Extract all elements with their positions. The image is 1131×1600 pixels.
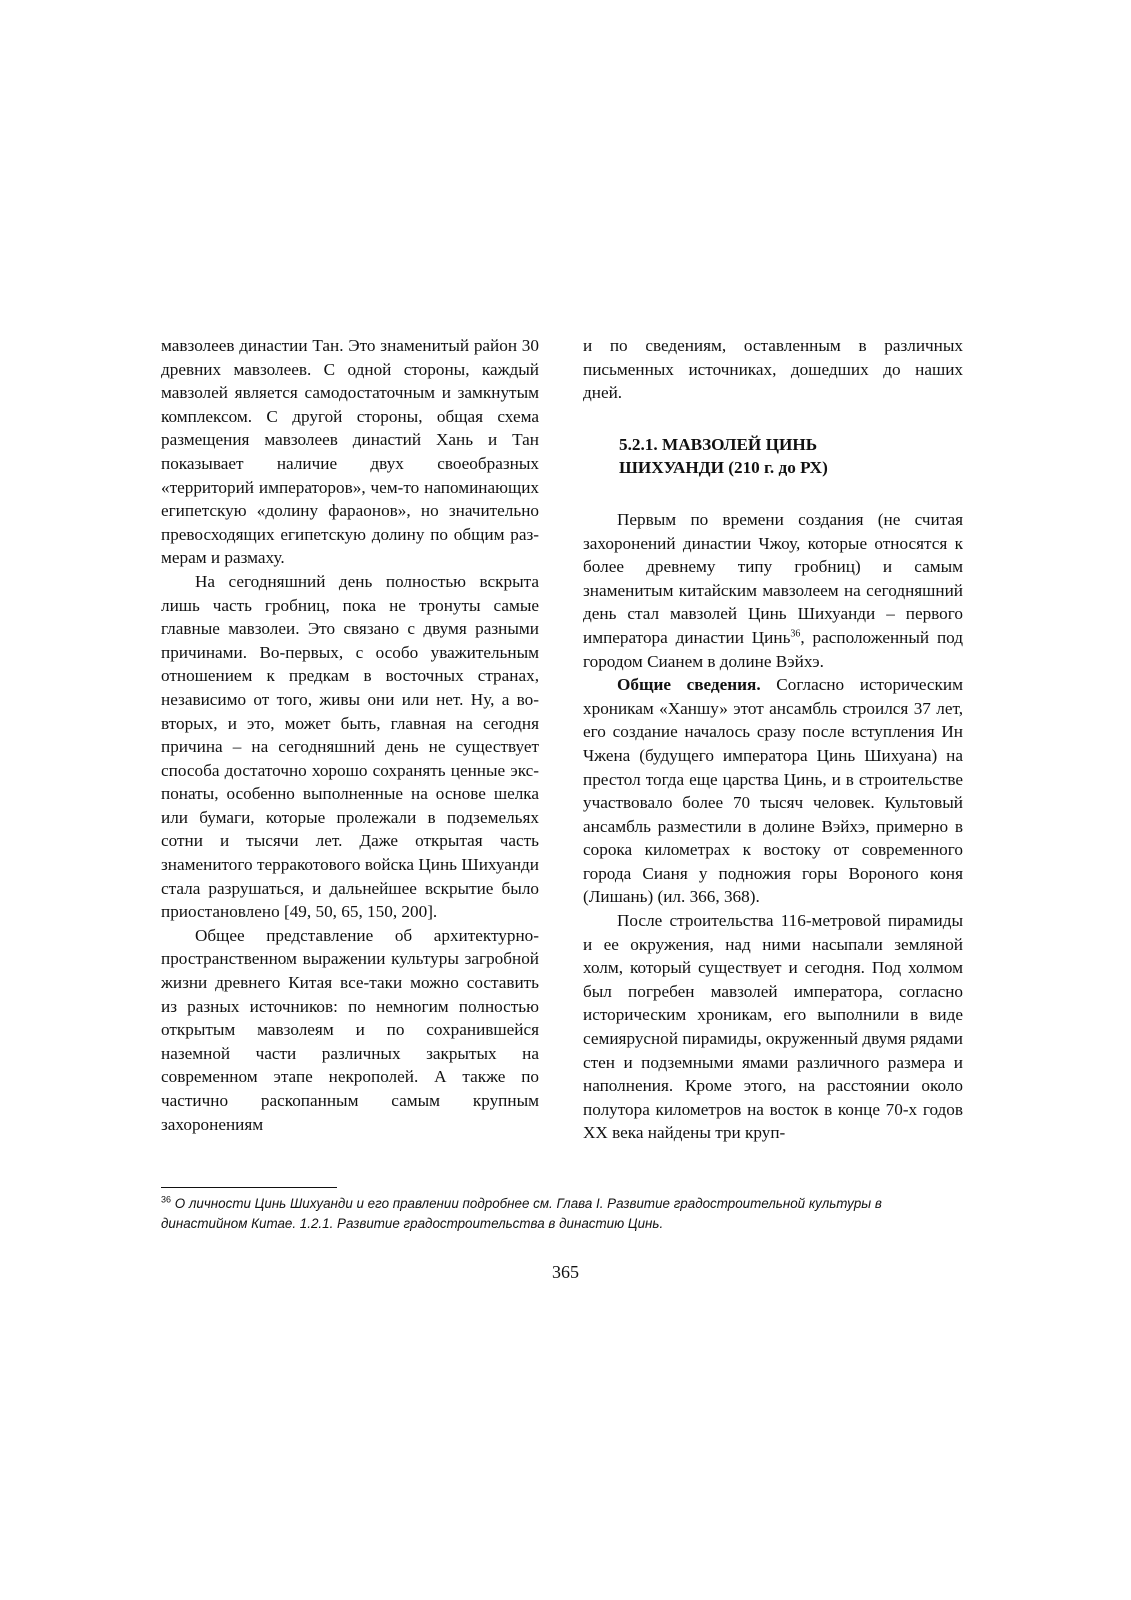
section-heading — [619, 433, 963, 480]
footnote-marker: 36 — [161, 1194, 172, 1205]
paragraph — [583, 673, 963, 909]
paragraph: Общее представление об архитектурно-пространственном выражении культуры загробной жизни древнего Китая все-таки можно составить из разных источников: по немногим полностью открытым мавзолеям и по сохранившейся наземной части различных закрытых на современном этапе некрополей. А также по частично раскопанным самым крупным захоронениям — [161, 925, 539, 1134]
footnote-reference[interactable]: 36 — [790, 628, 801, 640]
paragraph-lead: Общие сведения. — [617, 675, 761, 695]
paragraph — [583, 508, 963, 673]
page-number: 365 — [552, 1262, 579, 1282]
paragraph-text: , расположенный под городом Сианем в долине Вэйхэ. — [583, 627, 963, 671]
paragraph: мавзолеев династии Тан. Это знаменитый район 30 древних мавзолеев. С одной стороны, каждый мавзолей является самодостаточным и замкнутым комплексом. С другой стороны, общая схема размещения мавзолеев династий Хань и Тан показывает наличие двух своеобразных «территорий императоров», чем-то напоминающих египетскую «долину фараонов», но значительно превосходящих египетскую долину по общим размерам и размаху. — [161, 336, 539, 568]
paragraph: На сегодняшний день полностью вскрыта лишь часть гробниц, пока не тронуты самые главные мавзолеи. Это связано с двумя разными причинами. Во-первых, с особо уважительным отношением к предкам в восточных странах, независимо от того, живы они или нет. Ну, а во-вторых, и это, может быть, главная на сегодня причина – на сегодняшний день не существует способа достаточно хорошо сохранять ценные экспонаты, особенно выполненные на основе шелка или бумаги, которые пролежали в подземельях сотни и тысячи лет. Даже открытая часть знаменитого терракотового войска Цинь Шихуанди стала разрушаться, и дальнейшее вскрытие было приостановлено [49, 50, 65, 150, 200]. — [161, 571, 539, 922]
right-column — [583, 334, 963, 1145]
paragraph-text: Первым по времени создания (не считая захоронений династии Чжоу, которые относятся к более древнему типу гробниц) и самым знаменитым китайским мавзолеем на сегодняшний день стал мавзолей Цинь Шихуанди – первого императора династии Цинь — [583, 509, 963, 647]
paragraph-text: Согласно историческим хроникам «Ханшу» этот ансамбль строился 37 лет, его создание началось сразу после вступления Ин Чжена (будущего императора Цинь Шихуана) на престол тогда еще царства Цинь, и в строительстве участвовало более 70 тысяч человек. Культовый ансамбль разместили в долине Вэйхэ, примерно в сорока километрах к востоку от современного города Сианя у подножия горы Вороного коня (Лишань) (ил. 366, 368). — [583, 675, 963, 907]
paragraph: После строительства 116-метровой пирамиды и ее окружения, над ними насыпали земляной холм, который существует и сегодня. Под холмом был погребен мавзолей императора, согласно историческим хроникам, его выполнили в виде семиярусной пирамиды, окруженный двумя рядами стен и подземными ямами различного размера и наполнения. Кроме этого, на расстоянии около полутора километров на восток в конце 70-х годов XX века найдены три круп- — [583, 911, 963, 1143]
left-column — [161, 334, 539, 1136]
paragraph: и по сведениям, оставленным в различных письменных источниках, дошедших до наших дней. — [583, 336, 963, 403]
footnote-divider — [161, 1187, 337, 1188]
heading-line: 5.2.1. МАВЗОЛЕЙ ЦИНЬ — [619, 434, 818, 454]
heading-line: ШИХУАНДИ (210 г. до РХ) — [619, 458, 828, 478]
footnote-text: О личности Цинь Шихуанди и его правлении подробнее см. Глава I. Развитие градостроительной культуры в династийном Китае. 1.2.1. Развитие градостроительства в династию Цинь. — [161, 1196, 882, 1231]
footnote — [161, 1194, 961, 1234]
